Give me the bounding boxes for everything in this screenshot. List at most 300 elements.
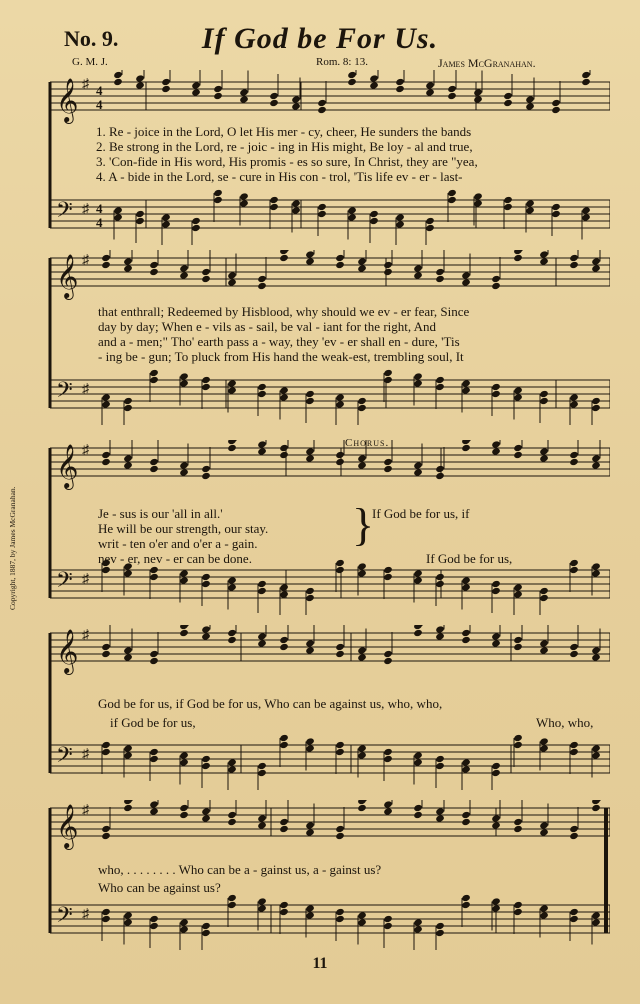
note-head: [101, 400, 111, 408]
note-head: [473, 95, 483, 103]
note-head: [591, 562, 601, 570]
sharp-icon: ♯: [82, 253, 89, 268]
note-head: [161, 213, 171, 221]
note-head: [569, 741, 579, 749]
note-head: [413, 758, 423, 766]
note-head: [305, 904, 315, 912]
note-head: [123, 804, 133, 812]
note-head: [539, 594, 549, 602]
note-head: [257, 904, 267, 912]
note-head: [269, 196, 279, 204]
note-head: [257, 440, 267, 448]
note-head: [227, 271, 237, 279]
sharp-icon: ♯: [82, 747, 89, 762]
note-head: [335, 400, 345, 408]
note-head: [425, 88, 435, 96]
note-head: [305, 744, 315, 752]
treble-clef-icon: 𝄞: [56, 804, 79, 848]
time-signature: 4: [96, 83, 103, 98]
bass-clef-icon: 𝄢: [56, 198, 73, 228]
bass-staff: [50, 369, 610, 425]
note-head: [335, 650, 345, 658]
treble-staff: [50, 800, 610, 850]
note-head: [383, 800, 393, 808]
note-head: [551, 99, 561, 107]
time-signature: 4: [96, 201, 103, 216]
note-head: [213, 189, 223, 197]
note-head: [435, 275, 445, 283]
note-head: [357, 804, 367, 812]
note-head: [413, 271, 423, 279]
note-head: [569, 458, 579, 466]
note-head: [369, 74, 379, 82]
note-head: [123, 646, 133, 654]
note-head: [347, 213, 357, 221]
note-head: [191, 224, 201, 232]
bass-staff: [50, 559, 610, 615]
note-head: [357, 397, 367, 405]
note-head: [335, 559, 345, 567]
note-head: [279, 825, 289, 833]
note-head: [413, 461, 423, 469]
note-head: [201, 632, 211, 640]
note-head: [149, 922, 159, 930]
note-head: [435, 573, 445, 581]
bass-clef-icon: 𝄢: [56, 568, 73, 598]
note-head: [447, 196, 457, 204]
sharp-icon: ♯: [82, 572, 89, 587]
note-head: [149, 566, 159, 574]
note-head: [179, 379, 189, 387]
note-head: [149, 650, 159, 658]
bass-clef-icon: 𝄢: [56, 378, 73, 408]
note-head: [335, 915, 345, 923]
note-head: [413, 468, 423, 476]
note-head: [227, 576, 237, 584]
note-head: [239, 95, 249, 103]
note-head: [383, 268, 393, 276]
note-head: [435, 376, 445, 384]
note-head: [435, 268, 445, 276]
note-head: [447, 85, 457, 93]
note-head: [113, 78, 123, 86]
note-head: [123, 264, 133, 272]
note-head: [257, 639, 267, 647]
note-head: [201, 268, 211, 276]
note-head: [101, 748, 111, 756]
note-head: [101, 261, 111, 269]
sharp-icon: ♯: [82, 382, 89, 397]
note-head: [305, 390, 315, 398]
note-head: [135, 74, 145, 82]
note-head: [135, 81, 145, 89]
note-head: [513, 741, 523, 749]
note-head: [491, 904, 501, 912]
note-head: [461, 765, 471, 773]
note-head: [257, 390, 267, 398]
note-head: [525, 95, 535, 103]
note-head: [539, 904, 549, 912]
note-head: [491, 587, 501, 595]
note-head: [591, 569, 601, 577]
note-head: [357, 264, 367, 272]
note-head: [591, 653, 601, 661]
note-head: [513, 393, 523, 401]
verse-brace: }: [352, 499, 375, 550]
note-head: [357, 454, 367, 462]
note-head: [191, 88, 201, 96]
note-head: [447, 92, 457, 100]
note-head: [179, 804, 189, 812]
note-head: [179, 758, 189, 766]
note-head: [149, 573, 159, 581]
note-head: [227, 379, 237, 387]
note-head: [461, 629, 471, 637]
note-head: [413, 811, 423, 819]
note-head: [257, 580, 267, 588]
note-head: [435, 472, 445, 480]
note-head: [569, 908, 579, 916]
note-head: [227, 818, 237, 826]
note-head: [227, 894, 237, 902]
note-head: [513, 444, 523, 452]
note-head: [539, 587, 549, 595]
note-head: [513, 583, 523, 591]
verse-2-line-2: day by day; When e - vils as - sail, be val - iant for the right, And: [98, 319, 437, 334]
note-head: [305, 911, 315, 919]
note-head: [357, 569, 367, 577]
note-head: [539, 744, 549, 752]
note-head: [257, 897, 267, 905]
note-head: [257, 447, 267, 455]
note-head: [123, 461, 133, 469]
note-head: [513, 825, 523, 833]
note-head: [123, 744, 133, 752]
verse-3-line-2: and a - men;" Tho' earth pass a - way, they 'ev - er shall en - dure, 'Tis: [98, 334, 460, 349]
note-head: [291, 199, 301, 207]
treble-staff: [50, 250, 610, 300]
note-head: [413, 751, 423, 759]
note-head: [513, 901, 523, 909]
note-head: [305, 646, 315, 654]
note-head: [257, 383, 267, 391]
note-head: [591, 264, 601, 272]
note-head: [213, 85, 223, 93]
note-head: [369, 81, 379, 89]
note-head: [591, 454, 601, 462]
note-head: [257, 632, 267, 640]
note-head: [123, 404, 133, 412]
note-head: [305, 821, 315, 829]
note-head: [461, 583, 471, 591]
note-head: [503, 196, 513, 204]
note-head: [239, 88, 249, 96]
note-head: [227, 901, 237, 909]
note-head: [201, 755, 211, 763]
copyright-notice: Copyright, 1887, by James McGranahan.: [8, 486, 17, 610]
note-head: [161, 85, 171, 93]
note-head: [201, 472, 211, 480]
note-head: [383, 376, 393, 384]
note-head: [227, 636, 237, 644]
note-head: [101, 741, 111, 749]
note-head: [357, 646, 367, 654]
note-head: [539, 821, 549, 829]
note-head: [305, 587, 315, 595]
note-head: [569, 261, 579, 269]
note-head: [335, 451, 345, 459]
note-head: [257, 814, 267, 822]
note-head: [461, 811, 471, 819]
note-head: [335, 832, 345, 840]
note-head: [413, 625, 423, 630]
note-head: [269, 92, 279, 100]
note-head: [101, 254, 111, 262]
note-head: [357, 461, 367, 469]
note-head: [413, 379, 423, 387]
note-head: [383, 807, 393, 815]
note-head: [149, 800, 159, 808]
note-head: [291, 95, 301, 103]
note-head: [461, 576, 471, 584]
note-head: [435, 632, 445, 640]
note-head: [123, 751, 133, 759]
note-head: [335, 261, 345, 269]
note-head: [305, 639, 315, 647]
note-head: [201, 814, 211, 822]
treble-clef-icon: 𝄞: [56, 629, 79, 673]
note-head: [201, 383, 211, 391]
note-head: [569, 650, 579, 658]
note-head: [539, 397, 549, 405]
note-head: [525, 206, 535, 214]
note-head: [461, 901, 471, 909]
note-head: [357, 918, 367, 926]
time-signature: 4: [96, 215, 103, 230]
note-head: [539, 911, 549, 919]
verse-2-line-3: He will be our strength, our stay.: [98, 521, 269, 536]
note-head: [539, 454, 549, 462]
note-head: [279, 908, 289, 916]
note-head: [101, 451, 111, 459]
note-head: [335, 254, 345, 262]
note-head: [539, 646, 549, 654]
note-head: [569, 825, 579, 833]
note-head: [201, 929, 211, 937]
sharp-icon: ♯: [82, 202, 89, 217]
note-head: [569, 748, 579, 756]
sharp-icon: ♯: [82, 907, 89, 922]
note-head: [101, 566, 111, 574]
note-head: [257, 587, 267, 595]
note-head: [461, 440, 471, 445]
note-head: [113, 213, 123, 221]
note-head: [149, 657, 159, 665]
note-head: [257, 821, 267, 829]
note-head: [425, 217, 435, 225]
note-head: [491, 769, 501, 777]
note-head: [179, 264, 189, 272]
note-head: [491, 821, 501, 829]
note-head: [357, 404, 367, 412]
note-head: [357, 562, 367, 570]
note-head: [525, 102, 535, 110]
note-head: [383, 748, 393, 756]
note-head: [435, 465, 445, 473]
note-head: [279, 444, 289, 452]
note-head: [149, 915, 159, 923]
note-head: [383, 369, 393, 377]
note-head: [491, 447, 501, 455]
note-head: [491, 383, 501, 391]
note-head: [491, 440, 501, 448]
chorus-label: Chorus.: [345, 437, 390, 449]
note-head: [369, 217, 379, 225]
note-head: [201, 573, 211, 581]
note-head: [491, 580, 501, 588]
note-head: [551, 106, 561, 114]
note-head: [179, 271, 189, 279]
note-head: [569, 643, 579, 651]
note-head: [503, 203, 513, 211]
note-head: [461, 636, 471, 644]
note-head: [135, 217, 145, 225]
note-head: [581, 213, 591, 221]
note-head: [305, 447, 315, 455]
note-head: [461, 894, 471, 902]
note-head: [149, 268, 159, 276]
note-head: [383, 755, 393, 763]
note-head: [491, 762, 501, 770]
note-head: [239, 192, 249, 200]
note-head: [123, 257, 133, 265]
verse-4-line-3: nev - er, nev - er can be done.: [98, 551, 252, 566]
note-head: [413, 576, 423, 584]
note-head: [413, 629, 423, 637]
note-head: [161, 78, 171, 86]
note-head: [317, 106, 327, 114]
note-head: [227, 278, 237, 286]
note-head: [425, 81, 435, 89]
note-head: [383, 650, 393, 658]
note-head: [347, 78, 357, 86]
note-head: [383, 573, 393, 581]
note-head: [413, 804, 423, 812]
note-head: [591, 404, 601, 412]
note-head: [101, 915, 111, 923]
note-head: [591, 257, 601, 265]
note-head: [335, 741, 345, 749]
note-head: [513, 254, 523, 262]
note-head: [525, 199, 535, 207]
note-head: [413, 925, 423, 933]
note-head: [591, 751, 601, 759]
note-head: [435, 762, 445, 770]
note-head: [335, 458, 345, 466]
note-head: [581, 206, 591, 214]
note-head: [279, 818, 289, 826]
note-head: [201, 625, 211, 633]
note-head: [191, 217, 201, 225]
note-head: [491, 639, 501, 647]
time-signature: 4: [96, 97, 103, 112]
note-head: [149, 465, 159, 473]
note-head: [513, 250, 523, 255]
note-head: [461, 386, 471, 394]
note-head: [123, 911, 133, 919]
hymn-title: If God be For Us.: [201, 22, 439, 55]
note-head: [569, 915, 579, 923]
note-head: [279, 636, 289, 644]
note-head: [581, 71, 591, 79]
note-head: [317, 210, 327, 218]
note-head: [305, 397, 315, 405]
note-head: [279, 901, 289, 909]
note-head: [461, 271, 471, 279]
note-head: [149, 458, 159, 466]
note-head: [305, 737, 315, 745]
note-head: [279, 451, 289, 459]
treble-staff: [50, 70, 610, 124]
note-head: [395, 213, 405, 221]
note-head: [179, 625, 189, 630]
note-head: [383, 657, 393, 665]
note-head: [317, 203, 327, 211]
note-head: [473, 192, 483, 200]
chorus-soprano-line-1: If God be for us, if: [372, 506, 470, 521]
verse-4-line-1: 4. A - bide in the Lord, se - cure in His con - trol, 'Tis life ev - er - last-: [96, 169, 463, 184]
note-head: [383, 915, 393, 923]
note-head: [395, 78, 405, 86]
note-head: [101, 458, 111, 466]
sharp-icon: ♯: [82, 628, 89, 643]
note-head: [123, 397, 133, 405]
note-head: [383, 261, 393, 269]
note-head: [461, 758, 471, 766]
note-head: [513, 818, 523, 826]
hymn-number: No. 9.: [64, 26, 119, 51]
note-head: [513, 643, 523, 651]
note-head: [551, 210, 561, 218]
note-head: [491, 390, 501, 398]
note-head: [179, 576, 189, 584]
composer: James McGranahan.: [438, 56, 536, 70]
verse-3-line-3: writ - ten o'er and o'er a - gain.: [98, 536, 258, 551]
note-head: [413, 569, 423, 577]
note-head: [227, 386, 237, 394]
note-head: [539, 737, 549, 745]
note-head: [227, 765, 237, 773]
scripture-reference: Rom. 8: 13.: [316, 56, 368, 68]
sharp-icon: ♯: [82, 443, 89, 458]
note-head: [539, 390, 549, 398]
treble-staff: [50, 625, 610, 675]
note-head: [539, 250, 549, 258]
note-head: [335, 643, 345, 651]
note-head: [101, 393, 111, 401]
bass-staff: [50, 734, 610, 790]
note-head: [149, 755, 159, 763]
page-number: 11: [312, 955, 328, 972]
note-head: [135, 210, 145, 218]
note-head: [201, 807, 211, 815]
note-head: [569, 393, 579, 401]
note-head: [473, 199, 483, 207]
verse-2-line-1: 2. Be strong in the Lord, re - joic - ing in His might, Be loy - al and true,: [96, 139, 473, 154]
note-head: [257, 769, 267, 777]
note-head: [201, 922, 211, 930]
note-head: [591, 646, 601, 654]
